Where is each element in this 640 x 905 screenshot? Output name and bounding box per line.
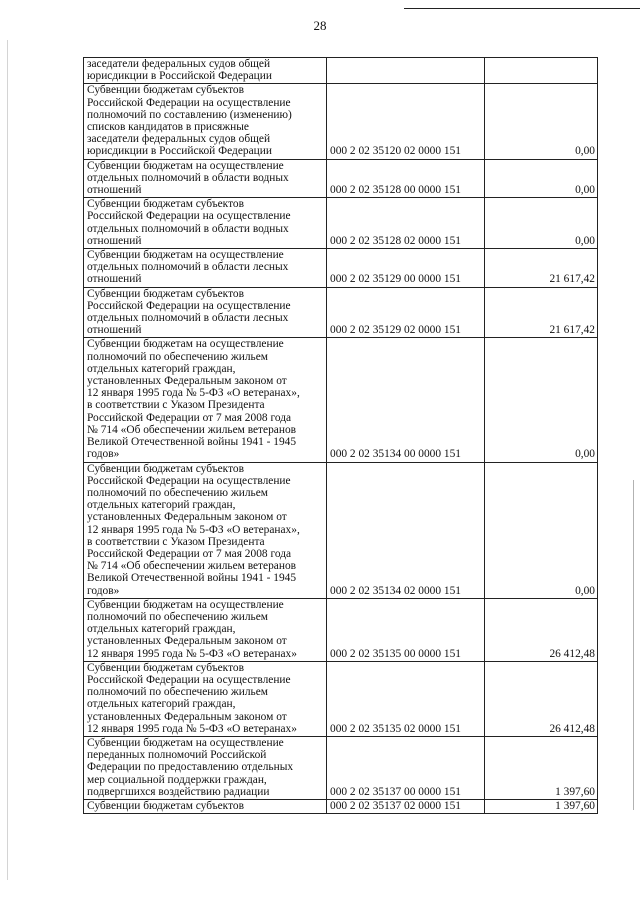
- table-row: [84, 84, 598, 159]
- budget-subventions-table: [83, 57, 598, 814]
- row-sum-cell: 26 412,48: [485, 661, 598, 736]
- row-sum-cell: 0,00: [485, 159, 598, 198]
- row-sum-cell: 21 617,42: [485, 287, 598, 338]
- row-code-cell: 000 2 02 35137 00 0000 151: [327, 736, 485, 799]
- row-name-cell: Субвенции бюджетам на осуществление переданных полномочий Российской Федерации по предоставлению отдельных мер социальной поддержки граждан, подвергшихся воздействию радиации: [84, 736, 327, 799]
- row-code-cell: 000 2 02 35137 02 0000 151: [327, 799, 485, 813]
- table-row: [84, 598, 598, 661]
- row-sum-cell: [485, 58, 598, 84]
- table-row: [84, 287, 598, 338]
- row-name-cell: Субвенции бюджетам субъектов Российской Федерации на осуществление полномочий по составлению (изменению) списков кандидатов в присяжные заседатели федеральных судов общей юрисдикции в Российской Федерации: [84, 84, 327, 159]
- row-name-cell: Субвенции бюджетам на осуществление отдельных полномочий в области лесных отношений: [84, 249, 327, 288]
- row-code-cell: 000 2 02 35134 02 0000 151: [327, 462, 485, 598]
- table-row: [84, 198, 598, 249]
- row-name-cell: Субвенции бюджетам на осуществление полномочий по обеспечению жильем отдельных категорий граждан, установленных Федеральным законом от 12 января 1995 года № 5-ФЗ «О ветеранах», в соответствии с Указом Президента Российской Федерации от 7 мая 2008 года № 714 «Об обеспечении жильем ветеранов Великой Отечественной войны 1941 - 1945 годов»: [84, 338, 327, 462]
- row-code-cell: 000 2 02 35135 00 0000 151: [327, 598, 485, 661]
- table-row: [84, 799, 598, 813]
- row-code-cell: 000 2 02 35128 00 0000 151: [327, 159, 485, 198]
- scan-margin-mark-right: [633, 480, 634, 810]
- row-code-cell: 000 2 02 35134 00 0000 151: [327, 338, 485, 462]
- row-sum-cell: 0,00: [485, 462, 598, 598]
- table-row: [84, 661, 598, 736]
- row-name-cell: Субвенции бюджетам субъектов Российской Федерации на осуществление полномочий по обеспечению жильем отдельных категорий граждан, установленных Федеральным законом от 12 января 1995 года № 5-ФЗ «О ветеранах», в соответствии с Указом Президента Российской Федерации от 7 мая 2008 года № 714 «Об обеспечении жильем ветеранов Великой Отечественной войны 1941 - 1945 годов»: [84, 462, 327, 598]
- row-name-cell: заседатели федеральных судов общей юрисдикции в Российской Федерации: [84, 58, 327, 84]
- row-name-cell: Субвенции бюджетам на осуществление отдельных полномочий в области водных отношений: [84, 159, 327, 198]
- row-sum-cell: 0,00: [485, 198, 598, 249]
- table-row: [84, 338, 598, 462]
- row-name-cell: Субвенции бюджетам на осуществление полномочий по обеспечению жильем отдельных категорий граждан, установленных Федеральным законом от 12 января 1995 года № 5-ФЗ «О ветеранах»: [84, 598, 327, 661]
- table-row: [84, 249, 598, 288]
- row-code-cell: 000 2 02 35128 02 0000 151: [327, 198, 485, 249]
- table-row: [84, 736, 598, 799]
- row-name-cell: Субвенции бюджетам субъектов Российской Федерации на осуществление отдельных полномочий в области лесных отношений: [84, 287, 327, 338]
- page-number: 28: [313, 18, 327, 33]
- row-sum-cell: 21 617,42: [485, 249, 598, 288]
- row-code-cell: 000 2 02 35129 00 0000 151: [327, 249, 485, 288]
- row-sum-cell: 26 412,48: [485, 598, 598, 661]
- row-name-cell: Субвенции бюджетам субъектов Российской Федерации на осуществление полномочий по обеспечению жильем отдельных категорий граждан, установленных Федеральным законом от 12 января 1995 года № 5-ФЗ «О ветеранах»: [84, 661, 327, 736]
- row-sum-cell: 1 397,60: [485, 799, 598, 813]
- top-rule: [404, 8, 640, 9]
- row-code-cell: 000 2 02 35129 02 0000 151: [327, 287, 485, 338]
- row-sum-cell: 1 397,60: [485, 736, 598, 799]
- row-sum-cell: 0,00: [485, 84, 598, 159]
- row-name-cell: Субвенции бюджетам субъектов Российской Федерации на осуществление отдельных полномочий в области водных отношений: [84, 198, 327, 249]
- row-code-cell: 000 2 02 35135 02 0000 151: [327, 661, 485, 736]
- scan-margin-mark-left: [7, 40, 8, 880]
- row-code-cell: 000 2 02 35120 02 0000 151: [327, 84, 485, 159]
- table-row: [84, 58, 598, 84]
- row-sum-cell: 0,00: [485, 338, 598, 462]
- row-code-cell: [327, 58, 485, 84]
- row-name-cell: Субвенции бюджетам субъектов: [84, 799, 327, 813]
- table-row: [84, 159, 598, 198]
- table-row: [84, 462, 598, 598]
